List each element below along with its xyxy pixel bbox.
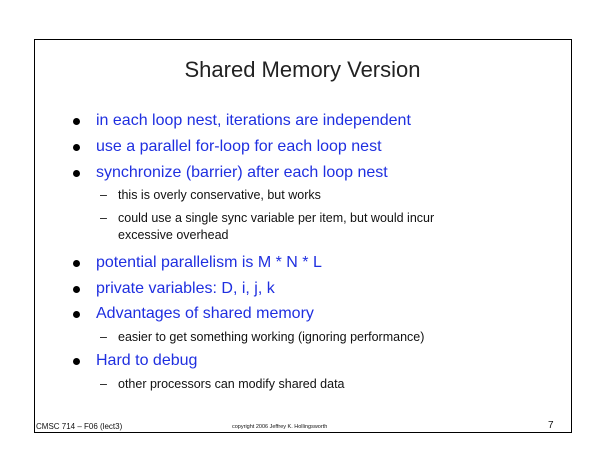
footer-course: CMSC 714 – F06 (lect3) xyxy=(36,422,123,431)
bullet-text: in each loop nest, iterations are independent xyxy=(96,112,411,129)
bullet-dot-icon xyxy=(73,260,80,267)
bullet-dot-icon xyxy=(73,311,80,318)
bullet-text: Advantages of shared memory xyxy=(96,305,314,322)
sub-bullet-text: excessive overhead xyxy=(118,228,229,242)
sub-bullet-text: easier to get something working (ignoring performance) xyxy=(118,330,425,344)
bullet-text: synchronize (barrier) after each loop nest xyxy=(96,164,388,181)
sub-bullet-text: this is overly conservative, but works xyxy=(118,188,321,202)
bullet-text: use a parallel for-loop for each loop nest xyxy=(96,138,382,155)
slide-title: Shared Memory Version xyxy=(184,57,421,82)
bullet-text: Hard to debug xyxy=(96,352,198,369)
sub-bullet-text: could use a single sync variable per item, but would incur xyxy=(118,211,435,225)
bullet-dot-icon xyxy=(73,358,80,365)
page-number: 7 xyxy=(548,420,554,431)
bullet-dot-icon xyxy=(73,170,80,177)
bullet-dot-icon xyxy=(73,286,80,293)
sub-bullet-text: other processors can modify shared data xyxy=(118,377,345,391)
sub-bullet-dash: – xyxy=(100,330,107,344)
sub-bullet-dash: – xyxy=(100,211,107,225)
footer-copyright: copyright 2006 Jeffrey K. Hollingsworth xyxy=(232,424,328,430)
bullet-dot-icon xyxy=(73,144,80,151)
bullet-text: potential parallelism is M * N * L xyxy=(96,254,322,271)
sub-bullet-dash: – xyxy=(100,188,107,202)
bullet-text: private variables: D, i, j, k xyxy=(96,280,275,297)
bullet-dot-icon xyxy=(73,118,80,125)
sub-bullet-dash: – xyxy=(100,377,107,391)
